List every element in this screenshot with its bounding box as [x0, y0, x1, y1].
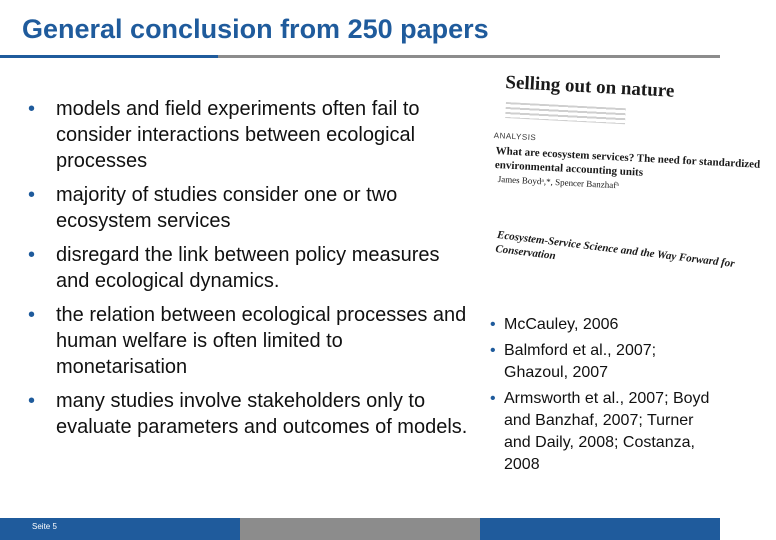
title-rule-accent: [0, 55, 218, 58]
conclusion-bullet: [26, 96, 474, 174]
conclusion-bullet: [26, 242, 474, 294]
clipping-title-ecosystem-services: What are ecosystem services? The need for standardized environmental accounting units: [494, 144, 761, 179]
bullet-marker: •: [28, 304, 36, 326]
bullet-marker: •: [490, 316, 496, 333]
bullet-text: many studies involve stakeholders only to evaluate parameters and outcomes of models.: [56, 390, 468, 438]
reference-text: Balmford et al., 2007; Ghazoul, 2007: [504, 342, 657, 381]
slide-title: General conclusion from 250 papers: [22, 14, 489, 44]
bullet-marker: •: [28, 244, 36, 266]
clipping-title-conservation: Ecosystem-Service Science and the Way Forward for Conservation: [494, 228, 736, 271]
bullet-text: models and field experiments often fail to consider interactions between ecological processes: [56, 98, 420, 172]
conclusion-bullet-list: [26, 96, 474, 448]
bullet-marker: •: [28, 184, 36, 206]
reference-list: [490, 314, 714, 480]
reference-item: [490, 340, 714, 384]
footer-bar-gray: [240, 518, 480, 540]
bullet-text: disregard the link between policy measures and ecological dynamics.: [56, 244, 440, 292]
bullet-marker: •: [28, 98, 36, 120]
bullet-text: the relation between ecological processes and human welfare is often limited to monetarisation: [56, 304, 467, 378]
reference-item: [490, 388, 714, 476]
conclusion-bullet: [26, 388, 474, 440]
clipping-fine-print: [505, 102, 626, 124]
page-number: Seite 5: [32, 522, 57, 531]
conclusion-bullet: [26, 302, 474, 380]
reference-item: [490, 314, 714, 336]
clipping-title-selling-out: Selling out on nature: [504, 72, 675, 102]
reference-text: McCauley, 2006: [504, 316, 619, 333]
bullet-text: majority of studies consider one or two ecosystem services: [56, 184, 398, 232]
footer-bar-right: [480, 518, 720, 540]
bullet-marker: •: [28, 390, 36, 412]
reference-text: Armsworth et al., 2007; Boyd and Banzhaf, 2007; Turner and Daily, 2008; Costanza, 2008: [504, 390, 710, 473]
conclusion-bullet: [26, 182, 474, 234]
paper-clippings-image: [480, 60, 761, 300]
bullet-marker: •: [490, 342, 496, 359]
bullet-marker: •: [490, 390, 496, 407]
title-rule-gray: [218, 55, 720, 58]
clipping-section-label: ANALYSIS: [493, 131, 537, 143]
clipping-authors: James Boydᵃ,*, Spencer Banzhafᵇ: [497, 174, 620, 191]
